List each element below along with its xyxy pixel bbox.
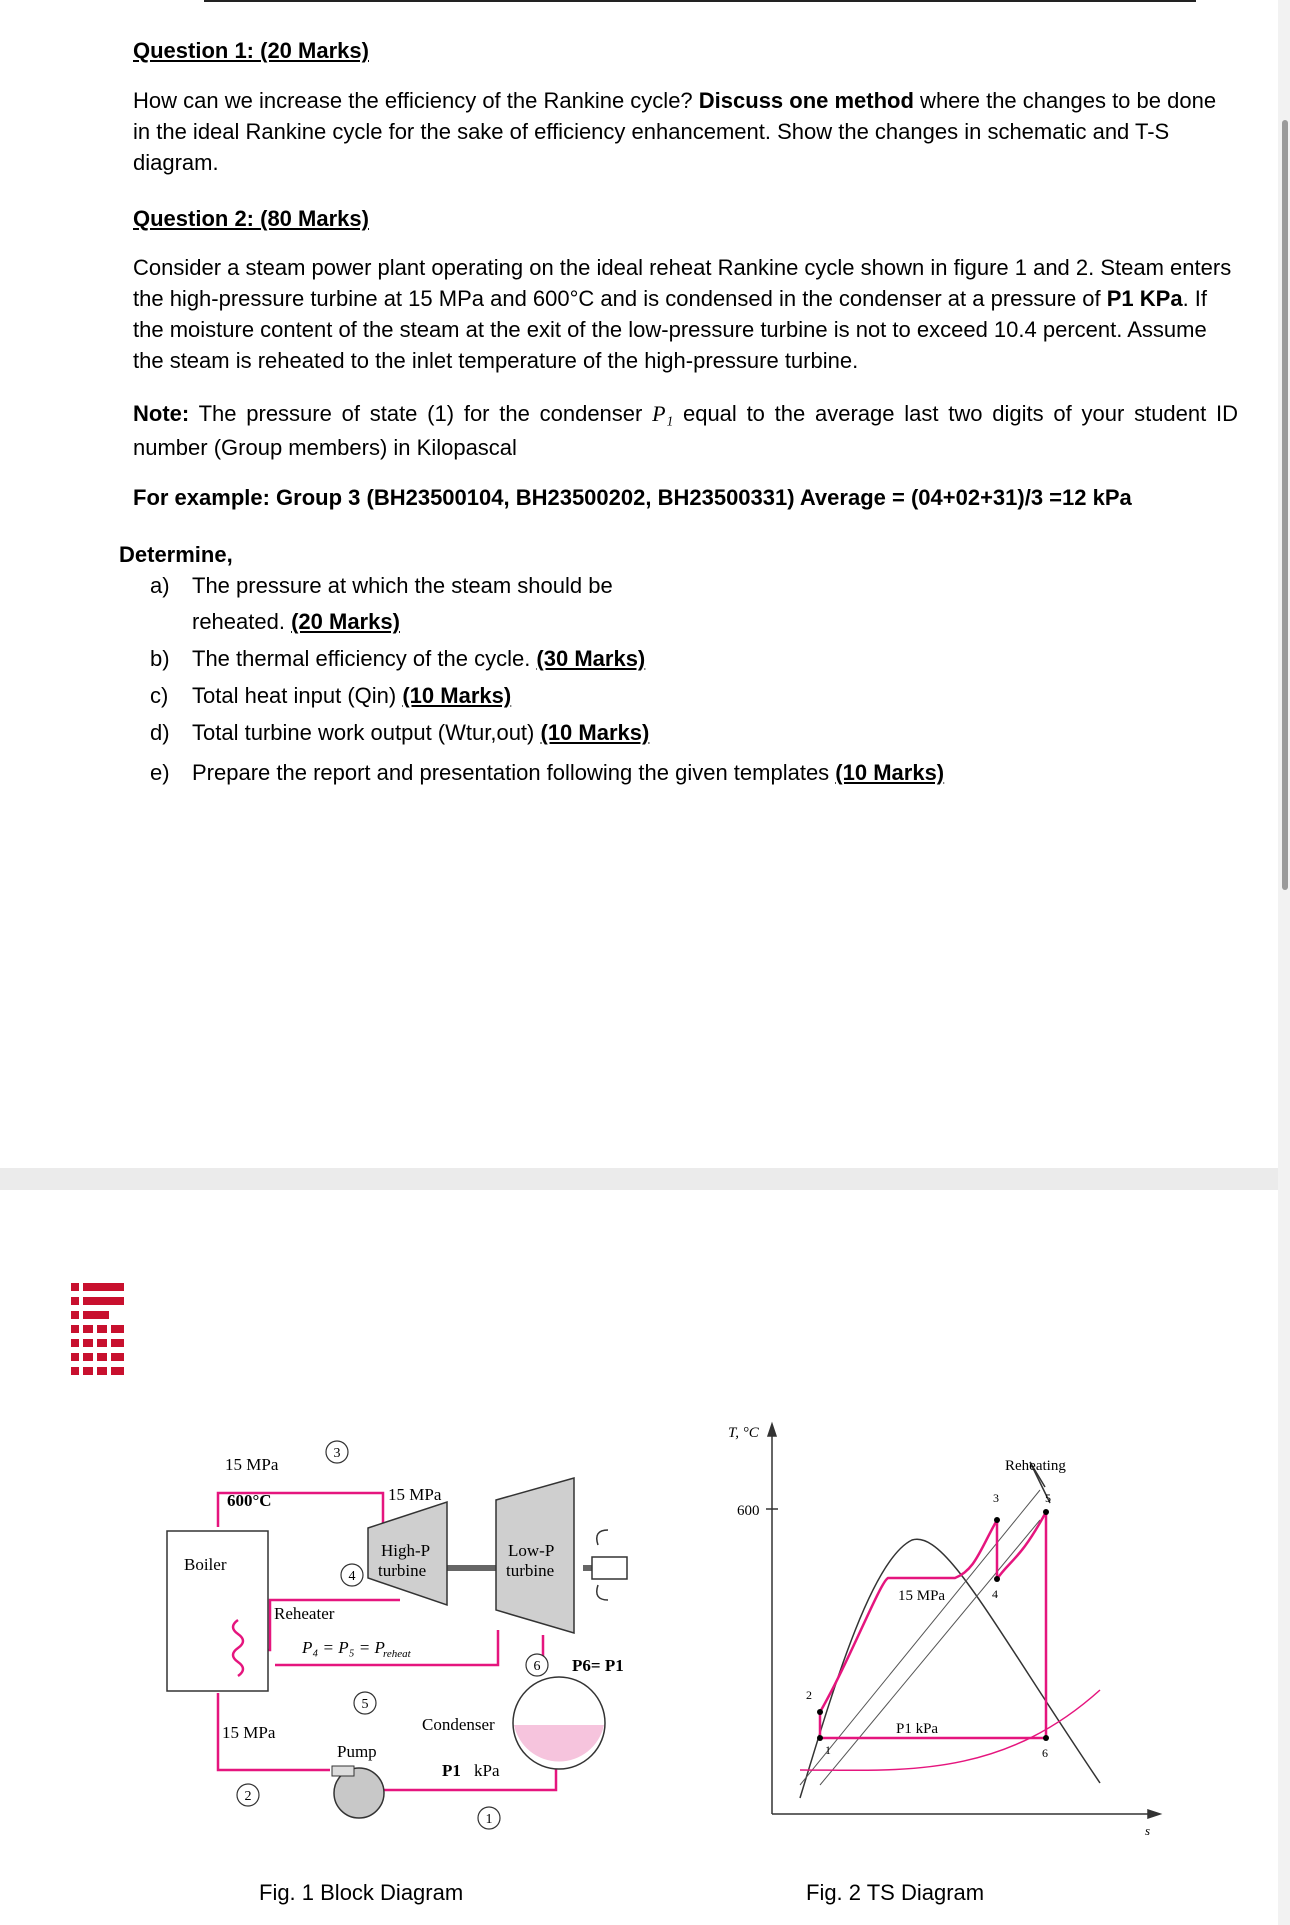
question-2-text	[133, 252, 1238, 376]
p-top-right: 15 MPa	[388, 1485, 442, 1504]
item-text: The pressure at which the steam should be	[192, 573, 613, 598]
note-text-a: The pressure of state (1) for the condenser	[189, 401, 653, 426]
item-marks: (10 Marks)	[402, 683, 512, 708]
list-item-a	[150, 570, 613, 601]
state-6-label: 6	[533, 1659, 541, 1674]
condenser-label: Condenser	[422, 1715, 495, 1734]
example-line: For example: Group 3 (BH23500104, BH23500202, BH23500331) Average = (04+02+31)/3 =12 kPa	[133, 485, 1132, 510]
item-text: Total heat input (Qin)	[192, 683, 403, 708]
pump-label: Pump	[337, 1742, 377, 1761]
fig-1-caption: Fig. 1 Block Diagram	[259, 1880, 464, 1905]
pt-4-marker	[994, 1576, 1000, 1582]
fig-2-caption: Fig. 2 TS Diagram	[806, 1880, 985, 1905]
scrollbar-track[interactable]	[1278, 0, 1290, 1925]
q2-text-a: Consider a steam power plant operating on the ideal reheat Rankine cycle shown in figure 1 and 2. Steam enters the high-pressure turbine at 15 MPa and 600°C and is condensed in the condenser at a pressure of	[133, 255, 1232, 311]
item-label: a)	[150, 573, 170, 598]
reheat-equation: P₄ = P₅ = P	[302, 1638, 385, 1657]
x-axis-label: s	[1145, 1823, 1151, 1838]
item-marks: (30 Marks)	[536, 646, 646, 671]
question-2-heading: Question 2: (80 Marks)	[133, 206, 369, 231]
scrollbar-thumb[interactable]	[1282, 120, 1288, 890]
item-marks: (10 Marks)	[540, 720, 650, 745]
q1-text-a: How can we increase the efficiency of the Rankine cycle?	[133, 88, 699, 113]
pt-5-label: 5	[1045, 1491, 1051, 1505]
t-tick-label: 600	[737, 1503, 760, 1519]
item-text: The thermal efficiency of the cycle.	[192, 646, 537, 671]
pump-motor	[332, 1766, 354, 1776]
pt-5-marker	[1043, 1509, 1049, 1515]
state-5-label: 5	[361, 1697, 369, 1712]
boiler-label: Boiler	[184, 1555, 227, 1574]
q2-text-bold: P1 KPa	[1106, 286, 1183, 311]
state-3-label: 3	[333, 1446, 341, 1461]
determine-label: Determine,	[119, 542, 233, 567]
pt-2-marker	[817, 1709, 823, 1715]
p-condenser-unit: kPa	[474, 1761, 500, 1780]
reheating-label: Reheating	[1005, 1458, 1066, 1474]
ts-diagram	[720, 1410, 1170, 1850]
q2-text-b: . If the moisture content of the steam at the exit of the low-pressure turbine is not to exceed 10.4 percent. Assume the steam is reheated to the inlet temperature of the high-pressure turbine.	[133, 286, 1208, 373]
lp-turbine-label-1: Low-P	[508, 1541, 555, 1560]
high-p-label: 15 MPa	[898, 1588, 946, 1604]
note-symbol: P₁	[652, 401, 674, 426]
hp-turbine-label-2: turbine	[378, 1561, 427, 1580]
item-label: c)	[150, 683, 169, 708]
hp-turbine-label-1: High-P	[381, 1541, 431, 1560]
list-item-a-cont	[192, 606, 400, 637]
pt-2-label: 2	[806, 1688, 812, 1702]
note-text-b: equal to the average last two digits of your student ID number (Group members) in Kilopascal	[133, 401, 1239, 460]
list-item-c	[150, 680, 511, 711]
y-axis-arrow	[768, 1424, 776, 1436]
page-divider	[0, 1168, 1290, 1190]
list-item-d	[150, 717, 649, 748]
item-text: Total turbine work output (Wtur,out)	[192, 720, 541, 745]
reheater-label: Reheater	[274, 1604, 335, 1623]
state-2-label: 2	[244, 1789, 252, 1804]
block-diagram	[150, 1420, 650, 1840]
pt-1-label: 1	[825, 1743, 831, 1757]
q1-text-bold: Discuss one method	[698, 88, 914, 113]
pt-6-marker	[1043, 1735, 1049, 1741]
x-axis-arrow	[1148, 1810, 1160, 1818]
reheat-subscript: reheat	[383, 1648, 411, 1660]
p-top-left: 15 MPa	[225, 1455, 279, 1474]
pt-3-label: 3	[993, 1491, 999, 1505]
top-rule	[204, 0, 1196, 2]
q1-text-b: where the changes to be done in the ideal Rankine cycle for the sake of efficiency enhancement. Show the changes in schematic and T-S diagram.	[133, 88, 1217, 175]
pt-1-marker	[817, 1735, 823, 1741]
p-bottom-left: 15 MPa	[222, 1723, 276, 1742]
pt-6-label: 6	[1042, 1746, 1048, 1760]
y-axis-label: T, °C	[728, 1425, 759, 1441]
ts-process-2-3	[820, 1520, 997, 1712]
generator-shape	[592, 1557, 627, 1579]
p-condenser-num: P1	[442, 1761, 461, 1780]
list-item-b	[150, 643, 645, 674]
low-p-label: P1 kPa	[896, 1721, 939, 1737]
pt-3-marker	[994, 1517, 1000, 1523]
item-label: d)	[150, 720, 170, 745]
t-top-left: 600°C	[227, 1491, 272, 1510]
p6-label: P6= P1	[572, 1656, 624, 1675]
item-label: b)	[150, 646, 170, 671]
state-4-label: 4	[348, 1569, 356, 1584]
pt-4-label: 4	[992, 1587, 998, 1601]
item-marks: (20 Marks)	[291, 609, 400, 634]
item-text: Prepare the report and presentation following the given templates	[192, 760, 836, 785]
item-text: reheated.	[192, 609, 292, 634]
item-label: e)	[150, 760, 170, 785]
note-label: Note:	[133, 401, 190, 426]
question-1-heading: Question 1: (20 Marks)	[133, 38, 369, 63]
note-paragraph	[133, 397, 1238, 465]
state-1-label: 1	[485, 1812, 493, 1827]
university-logo-icon	[71, 1283, 124, 1375]
list-item-e	[150, 757, 944, 788]
question-1-text	[133, 85, 1238, 178]
lp-turbine-label-2: turbine	[506, 1561, 555, 1580]
item-marks: (10 Marks)	[835, 760, 945, 785]
